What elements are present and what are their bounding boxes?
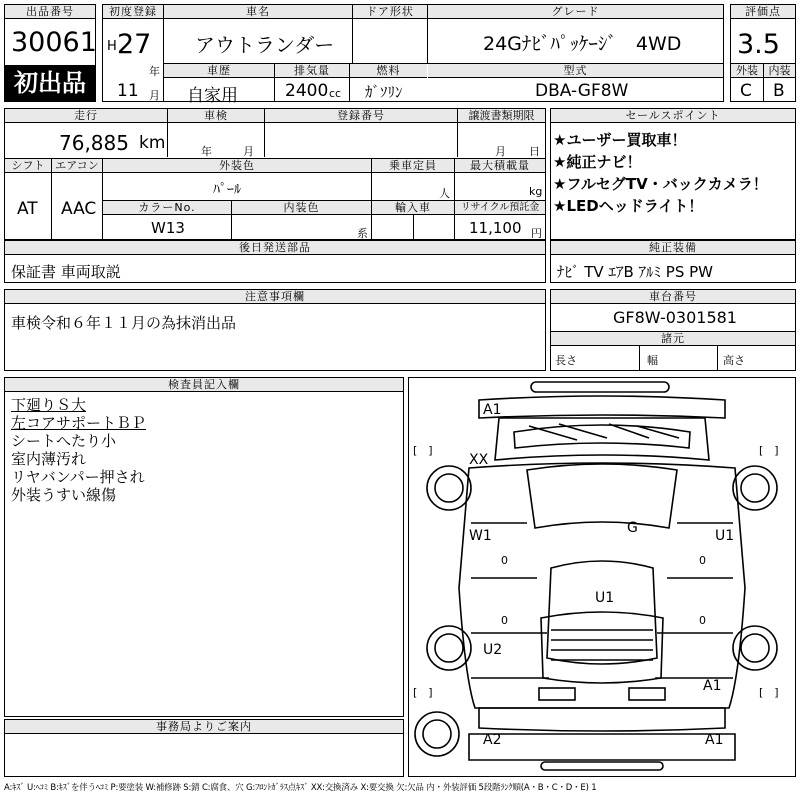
ac-value: AAC [61, 199, 97, 219]
color-no-label: カラーNo. [103, 201, 231, 215]
mileage-unit: km [139, 133, 166, 153]
chassis-value: GF8W-0301581 [613, 308, 737, 327]
selling-point: ★純正ナビ！ [553, 153, 642, 171]
length-label: 長さ [555, 354, 577, 367]
selling-point: ★LEDヘッドライト！ [553, 197, 704, 215]
office-label: 事務局よりご案内 [5, 720, 403, 734]
damage-mark: XX [469, 452, 489, 468]
damage-mark: A1 [483, 402, 502, 418]
history-value: 自家用 [187, 86, 238, 106]
inspection-month-unit: 月 [243, 145, 254, 158]
recycle-unit: 円 [531, 227, 542, 240]
fuel-value: ｶﾞｿﾘﾝ [365, 83, 403, 101]
reg-year-unit: 年 [149, 65, 160, 78]
color-no-value: W13 [151, 219, 185, 237]
displacement-label: 排気量 [275, 64, 349, 78]
lot-no: 30061 [11, 27, 97, 58]
transfer-month-unit: 月 [495, 145, 506, 158]
zero-mark: 0 [501, 554, 508, 567]
later-parts-value: 保証書 車両取説 [11, 263, 121, 281]
shift-label: シフト [5, 159, 51, 173]
equipment-label: 純正装備 [551, 241, 795, 255]
vehicle-header-box [102, 4, 724, 106]
reg-month-unit: 月 [149, 89, 160, 102]
inspector-note: 下廻りＳ大 [11, 396, 87, 414]
exterior-color-label: 外装色 [103, 159, 371, 173]
mileage-label: 走行 [5, 109, 167, 123]
car-diagram [408, 377, 796, 777]
score-box [730, 4, 796, 102]
inspector-box [4, 377, 404, 717]
history-label: 車歴 [164, 64, 274, 78]
damage-mark: W1 [469, 528, 492, 544]
caution-box [4, 289, 546, 371]
recycle-label: リサイクル預託金 [455, 201, 545, 215]
fuel-label: 燃料 [350, 64, 427, 78]
ac-label: エアコン [52, 159, 102, 173]
plate-label: 登録番号 [265, 109, 457, 123]
later-parts-box [4, 240, 546, 283]
equipment-value: ﾅﾋﾞ TV ｴｱB ｱﾙﾐ PS PW [557, 263, 713, 281]
damage-mark: G [627, 520, 638, 536]
damage-mark: U2 [483, 642, 503, 658]
inspector-label: 検査員記入欄 [5, 378, 403, 392]
dims-label: 諸元 [551, 332, 795, 346]
selling-label: セールスポイント [551, 109, 795, 123]
first-listing-badge: 初出品 [5, 65, 95, 101]
caution-text: 車検令和６年１１月の為抹消出品 [11, 314, 237, 332]
name-label: 車名 [164, 5, 352, 19]
door-label: ドア形状 [353, 5, 427, 19]
bracket-mark: [ ] [759, 444, 779, 457]
chassis-label: 車台番号 [551, 290, 795, 304]
car-outline [409, 378, 795, 776]
reg-month: 11 [117, 81, 139, 101]
damage-mark: A2 [483, 732, 502, 748]
lot-box [4, 4, 96, 102]
inspection-label: 車検 [168, 109, 264, 123]
displacement-value: 2400 [285, 81, 329, 101]
capacity-unit: 人 [439, 187, 450, 200]
width-label: 幅 [647, 354, 658, 367]
inspector-note: 外装うすい線傷 [11, 486, 117, 504]
damage-mark: A1 [705, 732, 724, 748]
interior-color-unit: 系 [357, 227, 368, 240]
load-label: 最大積載量 [455, 159, 545, 173]
load-unit: kg [529, 185, 543, 198]
vehicle-name: アウトランダー [195, 33, 335, 57]
details-box [4, 108, 546, 240]
reg-era: H [107, 39, 117, 54]
grade-value: 24Gﾅﾋﾞﾊﾟｯｹｰｼﾞ 4WD [483, 33, 682, 55]
interior-label: 内装 [764, 64, 795, 78]
height-label: 高さ [723, 354, 745, 367]
reg-year: 27 [117, 29, 152, 60]
score-label: 評価点 [731, 5, 795, 19]
damage-mark: U1 [595, 590, 615, 606]
selling-box [550, 108, 796, 240]
zero-mark: 0 [699, 614, 706, 627]
lot-no-label: 出品番号 [5, 5, 95, 19]
bracket-mark: [ ] [759, 686, 779, 699]
zero-mark: 0 [501, 614, 508, 627]
capacity-label: 乗車定員 [372, 159, 454, 173]
exterior-color-value: ﾊﾟｰﾙ [213, 182, 241, 198]
zero-mark: 0 [699, 554, 706, 567]
selling-point: ★フルセグTV・バックカメラ！ [553, 175, 768, 193]
chassis-box [550, 289, 796, 371]
reg-label: 初度登録 [103, 5, 163, 19]
selling-point: ★ユーザー買取車！ [553, 131, 687, 149]
exterior-label: 外装 [731, 64, 763, 78]
import-label: 輸入車 [372, 201, 454, 215]
shift-value: AT [17, 199, 38, 219]
exterior-grade: C [740, 81, 752, 101]
damage-mark: A1 [703, 678, 722, 694]
bracket-mark: [ ] [413, 444, 433, 457]
recycle-value: 11,100 [469, 219, 522, 237]
later-parts-label: 後日発送部品 [5, 241, 545, 255]
inspector-note: シートへたり小 [11, 432, 117, 450]
inspector-note: 室内薄汚れ [11, 450, 87, 468]
caution-label: 注意事項欄 [5, 290, 545, 304]
inspection-year-unit: 年 [201, 145, 212, 158]
interior-color-label: 内装色 [232, 201, 371, 215]
legend: A:ｷｽﾞ U:ﾍｺﾐ B:ｷｽﾞを伴うﾍｺﾐ P:要塗装 W:補修跡 S:錆 C:腐食、穴 G:ﾌﾛﾝﾄｶﾞﾗｽ点ｷｽﾞ XX:交換済み X:要交換 欠:欠品 内・外装評価 5段階ﾗﾝｸ順(A・B・C・D・E) 1 [4, 783, 597, 793]
model-value: DBA-GF8W [535, 81, 629, 101]
score-value: 3.5 [737, 29, 780, 60]
office-box [4, 719, 404, 777]
inspector-note: 左コアサポートＢＰ [11, 414, 147, 432]
model-label: 型式 [428, 64, 723, 78]
interior-grade: B [773, 81, 785, 101]
transfer-day-unit: 日 [529, 145, 540, 158]
inspector-note: リヤバンパー押され [11, 468, 145, 486]
transfer-label: 譲渡書類期限 [458, 109, 545, 123]
displacement-unit: cc [329, 87, 342, 100]
grade-label: グレード [428, 5, 723, 19]
mileage-value: 76,885 [59, 131, 129, 155]
equipment-box [550, 240, 796, 283]
bracket-mark: [ ] [413, 686, 433, 699]
damage-mark: U1 [715, 528, 735, 544]
